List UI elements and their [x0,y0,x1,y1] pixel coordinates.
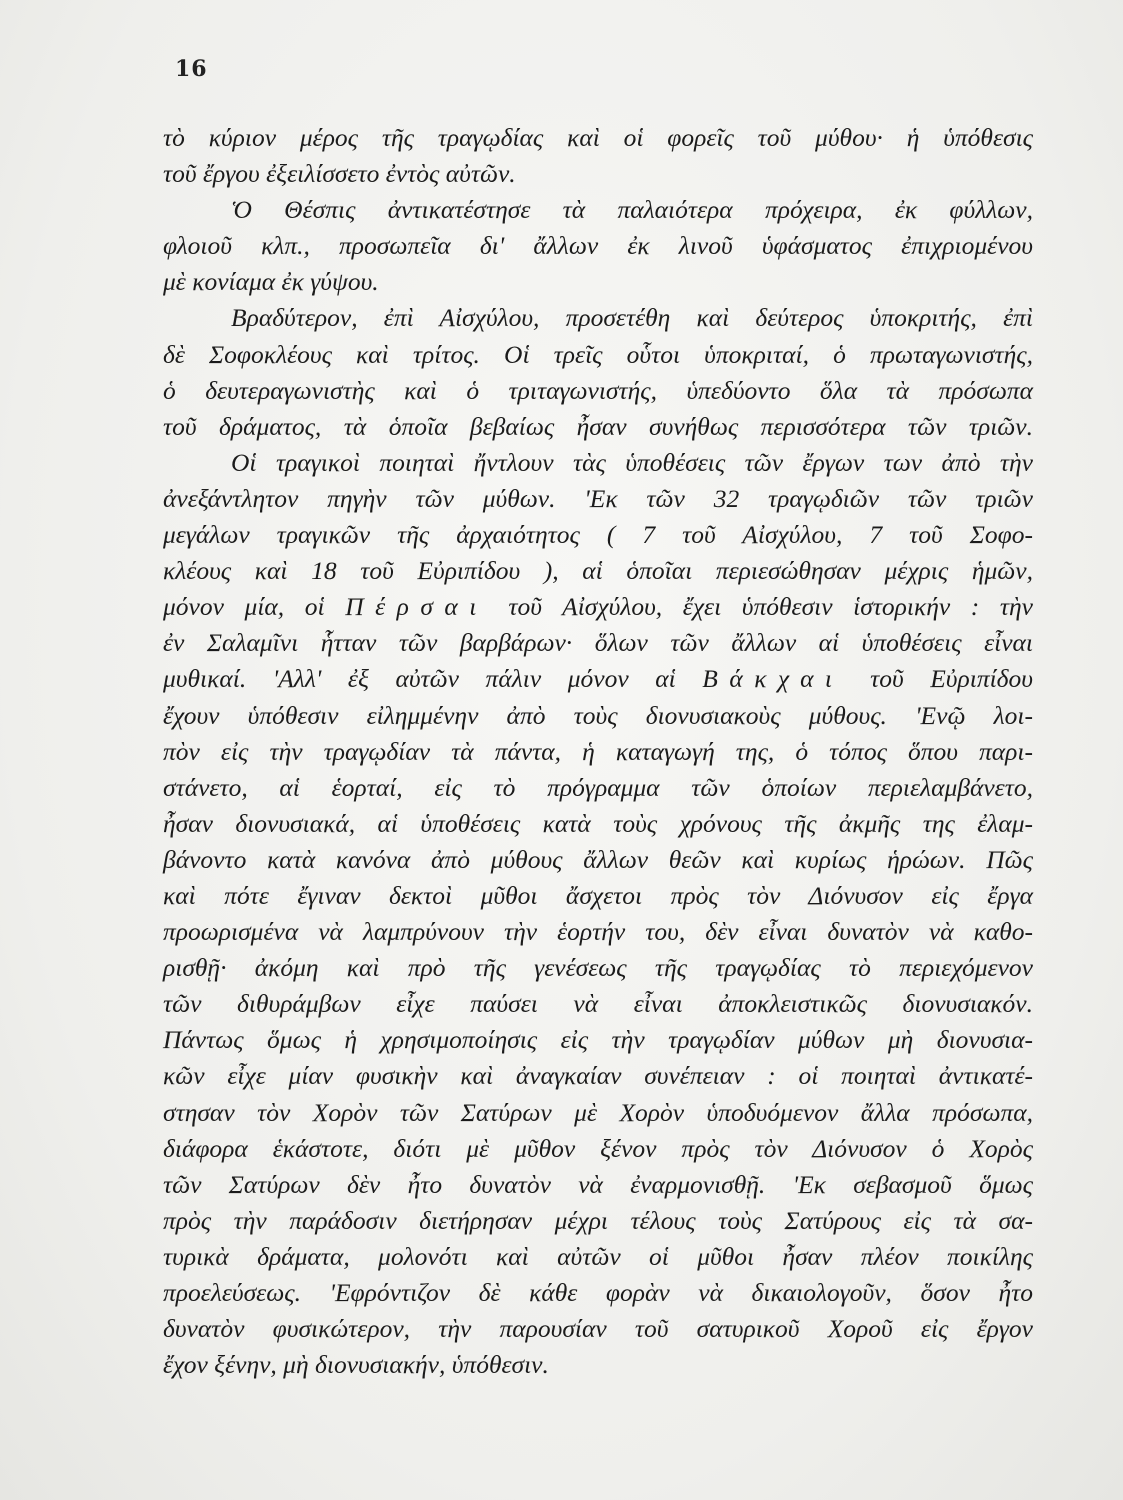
text-segment: μόνον μία, οἱ [163,592,346,622]
work-title-bakchai: Βάκχαι [702,664,844,694]
text-line: κλέους καὶ 18 τοῦ Εὐριπίδου ), αἱ ὁποῖαι περιεσώθησαν μέχρις ἡμῶν, [163,556,1033,586]
text-line: στησαν τὸν Χορὸν τῶν Σατύρων μὲ Χορὸν ὑποδυόμενον ἄλλα πρόσωπα, [163,1097,1033,1127]
text-line: δυνατὸν φυσικώτερον, τὴν παρουσίαν τοῦ σατυρικοῦ Χοροῦ εἰς ἔργον [163,1314,1033,1344]
text-line: προελεύσεως. 'Εφρόντιζον δὲ κάθε φορὰν νὰ δικαιολογοῦν, ὅσον ἦτο [163,1278,1033,1307]
text-line: πὸν εἰς τὴν τραγῳδίαν τὰ πάντα, ἡ καταγωγή της, ὁ τόπος ὅπου παρι- [163,736,1033,766]
text-line: τοῦ ἔργου ἐξειλίσσετο ἐντὸς αὐτῶν. [163,159,516,189]
text-line: ἔχουν ὑπόθεσιν εἰλημμένην ἀπὸ τοὺς διονυσιακοὺς μύθους. 'Ενῷ λοι- [163,700,1033,730]
text-line [163,661,1033,697]
text-line: ἐν Σαλαμῖνι ἧτταν τῶν βαρβάρων· ὅλων τῶν ἄλλων αἱ ὑποθέσεις εἶναι [163,628,1033,658]
text-line: Ὁ Θέσπις ἀντικατέστησε τὰ παλαιότερα πρόχειρα, ἐκ φύλλων, [231,195,1033,225]
text-line: κῶν εἶχε μίαν φυσικὴν καὶ ἀναγκαίαν συνέπειαν : οἱ ποιηταὶ ἀντικατέ- [163,1061,1033,1091]
text-line: ὁ δευτεραγωνιστὴς καὶ ὁ τριταγωνιστής, ὑπεδύοντο ὅλα τὰ πρόσωπα [163,375,1033,405]
text-line: πρὸς τὴν παράδοσιν διετήρησαν μέχρι τέλους τοὺς Σατύρους εἰς τὰ σα- [163,1205,1033,1235]
text-line: βάνοντο κατὰ κανόνα ἀπὸ μύθους ἄλλων θεῶν καὶ κυρίως ἡρώων. Πῶς [163,844,1033,874]
text-line: τοῦ δράματος, τὰ ὁποῖα βεβαίως ἦσαν συνήθως περισσότερα τῶν τριῶν. [163,411,1033,441]
text-line: ἔχον ξένην, μὴ διονυσιακήν, ὑπόθεσιν. [163,1350,549,1380]
text-line: τὸ κύριον μέρος τῆς τραγῳδίας καὶ οἱ φορεῖς τοῦ μύθου· ἡ ὑπόθεσις [163,123,1033,152]
text-line [163,589,1033,625]
text-line: τυρικὰ δράματα, μολονότι καὶ αὐτῶν οἱ μῦθοι ἦσαν πλέον ποικίλης [163,1241,1033,1271]
text-line: Βραδύτερον, ἐπὶ Αἰσχύλου, προσετέθη καὶ δεύτερος ὑποκριτής, ἐπὶ [231,303,1033,333]
text-line: ἀνεξάντλητον πηγὴν τῶν μύθων. 'Εκ τῶν 32 τραγῳδιῶν τῶν τριῶν [163,483,1033,513]
text-line: προωρισμένα νὰ λαμπρύνουν τὴν ἑορτήν του, δὲν εἶναι δυνατὸν νὰ καθο- [163,917,1033,947]
body-text [163,120,1033,1383]
text-line: τῶν Σατύρων δὲν ἦτο δυνατὸν νὰ ἐναρμονισθῇ. 'Εκ σεβασμοῦ ὅμως [163,1169,1033,1199]
text-line: ἦσαν διονυσιακά, αἱ ὑποθέσεις κατὰ τοὺς χρόνους τῆς ἀκμῆς της ἐλαμ- [163,808,1033,838]
text-line: Πάντως ὅμως ἡ χρησιμοποίησις εἰς τὴν τραγῳδίαν μύθων μὴ διονυσια- [163,1025,1033,1055]
page-number: 16 [175,56,208,82]
work-title-perses: Πέρσαι [345,592,488,622]
text-line: καὶ πότε ἔγιναν δεκτοὶ μῦθοι ἄσχετοι πρὸς τὸν Διόνυσον εἰς ἔργα [163,880,1033,910]
text-segment: μυθικαί. 'Αλλ' ἐξ αὐτῶν πάλιν μόνον αἱ [163,664,703,694]
text-segment: τοῦ Εὐριπίδου [843,664,1033,694]
text-line: φλοιοῦ κλπ., προσωπεῖα δι' ἄλλων ἐκ λινοῦ ὑφάσματος ἐπιχριομένου [163,231,1033,261]
text-line: δὲ Σοφοκλέους καὶ τρίτος. Οἱ τρεῖς οὗτοι ὑποκριταί, ὁ πρωταγωνιστής, [163,339,1033,369]
text-line: στάνετο, αἱ ἑορταί, εἰς τὸ πρόγραμμα τῶν ὁποίων περιελαμβάνετο, [163,772,1033,802]
text-line: τῶν διθυράμβων εἶχε παύσει νὰ εἶναι ἀποκλειστικῶς διονυσιακόν. [163,989,1033,1019]
text-line: Οἱ τραγικοὶ ποιηταὶ ἤντλουν τὰς ὑποθέσεις τῶν ἔργων των ἀπὸ τὴν [231,447,1033,477]
text-segment: τοῦ Αἰσχύλου, ἔχει ὑπόθεσιν ἱστορικήν : τὴν [487,592,1033,622]
text-line: διάφορα ἑκάστοτε, διότι μὲ μῦθον ξένον πρὸς τὸν Διόνυσον ὁ Χορὸς [163,1133,1033,1163]
text-line: μὲ κονίαμα ἐκ γύψου. [163,267,379,297]
text-line: μεγάλων τραγικῶν τῆς ἀρχαιότητος ( 7 τοῦ Αἰσχύλου, 7 τοῦ Σοφο- [163,520,1033,550]
text-line: ρισθῇ· ἀκόμη καὶ πρὸ τῆς γενέσεως τῆς τραγῳδίας τὸ περιεχόμενον [163,953,1033,983]
